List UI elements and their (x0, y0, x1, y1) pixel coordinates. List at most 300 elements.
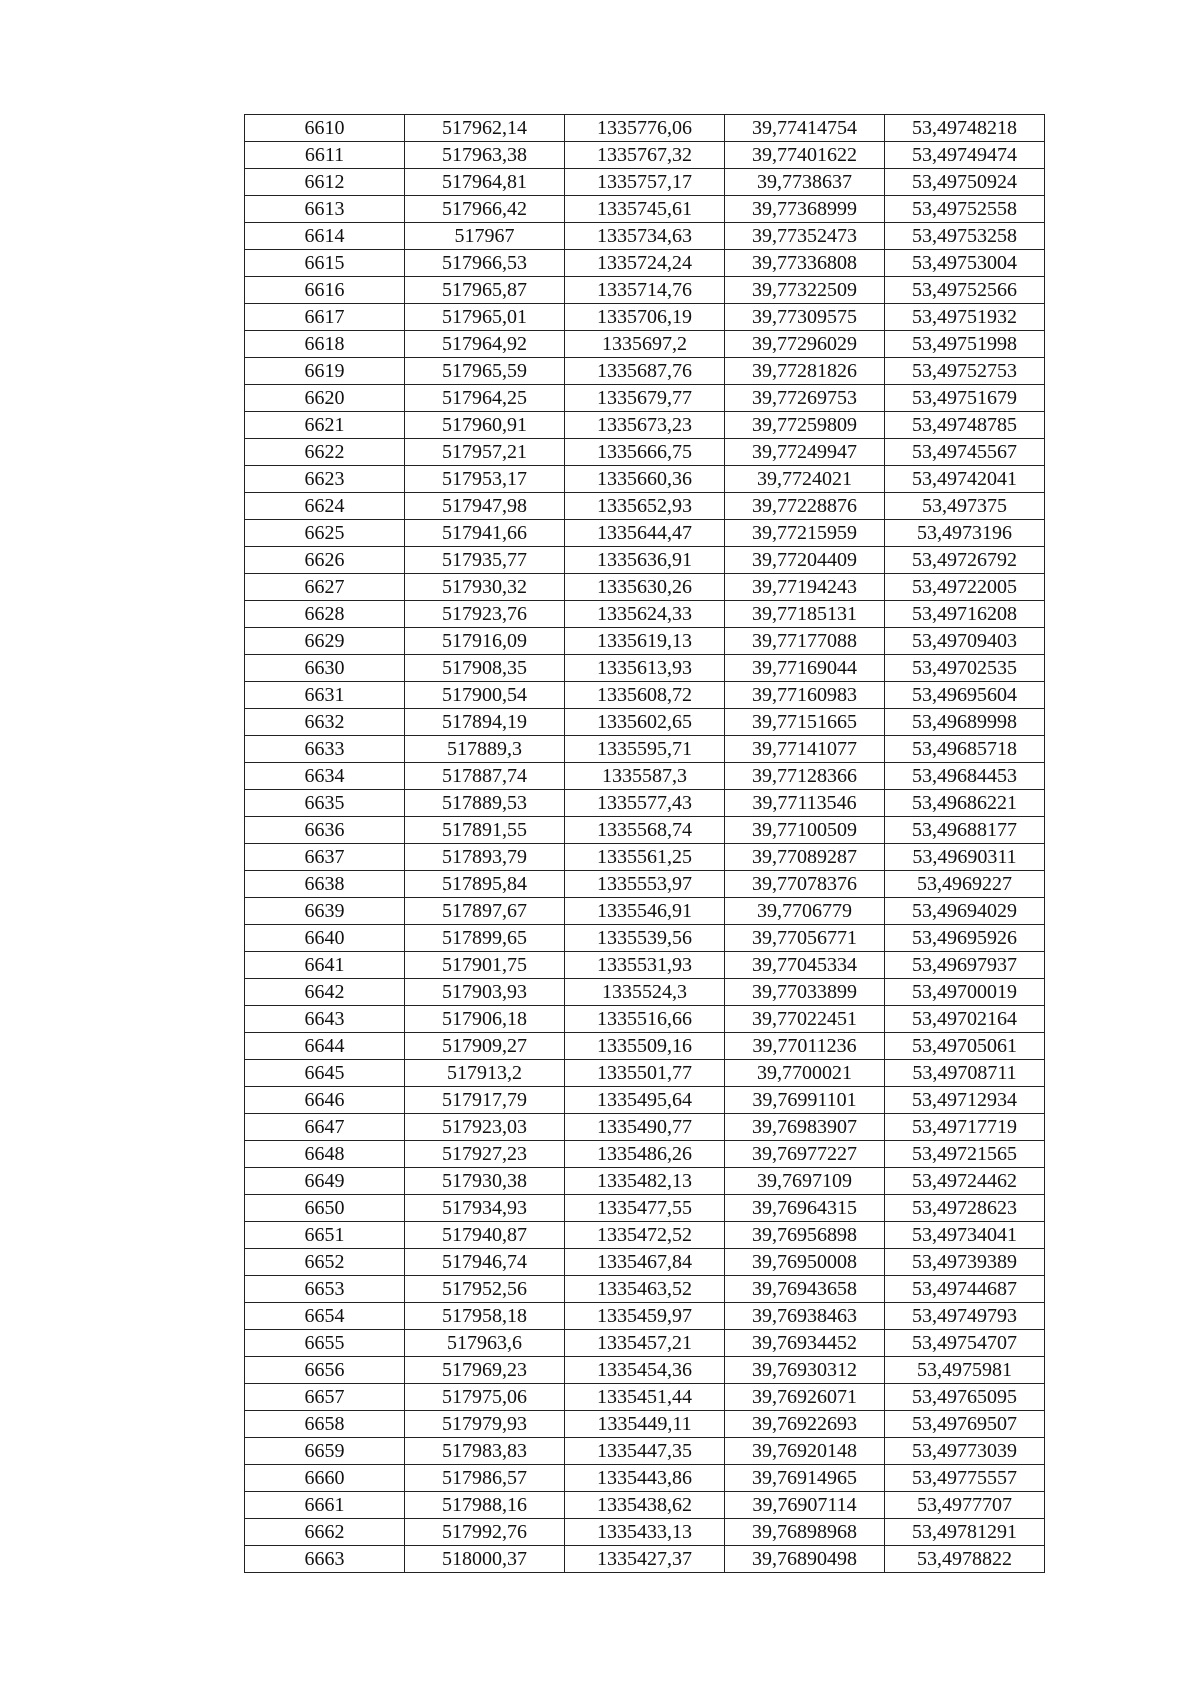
longitude-cell: 39,7697109 (725, 1168, 885, 1195)
point-number-cell: 6622 (245, 439, 405, 466)
point-number-cell: 6629 (245, 628, 405, 655)
x-coordinate-cell: 517964,81 (405, 169, 565, 196)
point-number-cell: 6636 (245, 817, 405, 844)
longitude-cell: 39,77141077 (725, 736, 885, 763)
longitude-cell: 39,77169044 (725, 655, 885, 682)
longitude-cell: 39,77414754 (725, 115, 885, 142)
x-coordinate-cell: 517917,79 (405, 1087, 565, 1114)
table-row (245, 304, 1045, 331)
longitude-cell: 39,76934452 (725, 1330, 885, 1357)
y-coordinate-cell: 1335724,24 (565, 250, 725, 277)
latitude-cell: 53,49721565 (885, 1141, 1045, 1168)
y-coordinate-cell: 1335454,36 (565, 1357, 725, 1384)
latitude-cell: 53,49749474 (885, 142, 1045, 169)
latitude-cell: 53,49708711 (885, 1060, 1045, 1087)
point-number-cell: 6621 (245, 412, 405, 439)
point-number-cell: 6662 (245, 1519, 405, 1546)
x-coordinate-cell: 517909,27 (405, 1033, 565, 1060)
x-coordinate-cell: 517927,23 (405, 1141, 565, 1168)
y-coordinate-cell: 1335438,62 (565, 1492, 725, 1519)
table-row (245, 277, 1045, 304)
point-number-cell: 6632 (245, 709, 405, 736)
latitude-cell: 53,49744687 (885, 1276, 1045, 1303)
y-coordinate-cell: 1335613,93 (565, 655, 725, 682)
y-coordinate-cell: 1335767,32 (565, 142, 725, 169)
coordinates-table (244, 114, 1045, 1573)
point-number-cell: 6661 (245, 1492, 405, 1519)
point-number-cell: 6641 (245, 952, 405, 979)
x-coordinate-cell: 517947,98 (405, 493, 565, 520)
longitude-cell: 39,77011236 (725, 1033, 885, 1060)
latitude-cell: 53,49702164 (885, 1006, 1045, 1033)
table-row (245, 1492, 1045, 1519)
x-coordinate-cell: 517988,16 (405, 1492, 565, 1519)
point-number-cell: 6630 (245, 655, 405, 682)
latitude-cell: 53,49750924 (885, 169, 1045, 196)
longitude-cell: 39,77281826 (725, 358, 885, 385)
point-number-cell: 6644 (245, 1033, 405, 1060)
y-coordinate-cell: 1335644,47 (565, 520, 725, 547)
point-number-cell: 6650 (245, 1195, 405, 1222)
longitude-cell: 39,76898968 (725, 1519, 885, 1546)
table-row (245, 763, 1045, 790)
table-row (245, 790, 1045, 817)
y-coordinate-cell: 1335776,06 (565, 115, 725, 142)
y-coordinate-cell: 1335587,3 (565, 763, 725, 790)
latitude-cell: 53,49753258 (885, 223, 1045, 250)
y-coordinate-cell: 1335482,13 (565, 1168, 725, 1195)
x-coordinate-cell: 517946,74 (405, 1249, 565, 1276)
x-coordinate-cell: 517941,66 (405, 520, 565, 547)
latitude-cell: 53,49685718 (885, 736, 1045, 763)
x-coordinate-cell: 517963,38 (405, 142, 565, 169)
y-coordinate-cell: 1335666,75 (565, 439, 725, 466)
table-row (245, 1546, 1045, 1573)
table-row (245, 520, 1045, 547)
y-coordinate-cell: 1335568,74 (565, 817, 725, 844)
latitude-cell: 53,49705061 (885, 1033, 1045, 1060)
x-coordinate-cell: 517908,35 (405, 655, 565, 682)
longitude-cell: 39,76890498 (725, 1546, 885, 1573)
y-coordinate-cell: 1335451,44 (565, 1384, 725, 1411)
table-row (245, 1168, 1045, 1195)
latitude-cell: 53,49739389 (885, 1249, 1045, 1276)
latitude-cell: 53,49751998 (885, 331, 1045, 358)
longitude-cell: 39,77322509 (725, 277, 885, 304)
longitude-cell: 39,77336808 (725, 250, 885, 277)
longitude-cell: 39,76964315 (725, 1195, 885, 1222)
latitude-cell: 53,49749793 (885, 1303, 1045, 1330)
point-number-cell: 6625 (245, 520, 405, 547)
y-coordinate-cell: 1335457,21 (565, 1330, 725, 1357)
latitude-cell: 53,49745567 (885, 439, 1045, 466)
y-coordinate-cell: 1335463,52 (565, 1276, 725, 1303)
table-row (245, 1249, 1045, 1276)
point-number-cell: 6617 (245, 304, 405, 331)
table-row (245, 1357, 1045, 1384)
table-row (245, 412, 1045, 439)
y-coordinate-cell: 1335697,2 (565, 331, 725, 358)
x-coordinate-cell: 517964,25 (405, 385, 565, 412)
point-number-cell: 6637 (245, 844, 405, 871)
point-number-cell: 6631 (245, 682, 405, 709)
longitude-cell: 39,77078376 (725, 871, 885, 898)
x-coordinate-cell: 517957,21 (405, 439, 565, 466)
point-number-cell: 6613 (245, 196, 405, 223)
y-coordinate-cell: 1335509,16 (565, 1033, 725, 1060)
y-coordinate-cell: 1335636,91 (565, 547, 725, 574)
latitude-cell: 53,49765095 (885, 1384, 1045, 1411)
point-number-cell: 6648 (245, 1141, 405, 1168)
x-coordinate-cell: 517966,42 (405, 196, 565, 223)
longitude-cell: 39,76926071 (725, 1384, 885, 1411)
latitude-cell: 53,49690311 (885, 844, 1045, 871)
point-number-cell: 6655 (245, 1330, 405, 1357)
y-coordinate-cell: 1335687,76 (565, 358, 725, 385)
longitude-cell: 39,77185131 (725, 601, 885, 628)
y-coordinate-cell: 1335595,71 (565, 736, 725, 763)
y-coordinate-cell: 1335524,3 (565, 979, 725, 1006)
latitude-cell: 53,49753004 (885, 250, 1045, 277)
point-number-cell: 6663 (245, 1546, 405, 1573)
x-coordinate-cell: 517983,83 (405, 1438, 565, 1465)
y-coordinate-cell: 1335490,77 (565, 1114, 725, 1141)
y-coordinate-cell: 1335553,97 (565, 871, 725, 898)
x-coordinate-cell: 517963,6 (405, 1330, 565, 1357)
point-number-cell: 6643 (245, 1006, 405, 1033)
longitude-cell: 39,77128366 (725, 763, 885, 790)
x-coordinate-cell: 517889,3 (405, 736, 565, 763)
y-coordinate-cell: 1335449,11 (565, 1411, 725, 1438)
longitude-cell: 39,77309575 (725, 304, 885, 331)
table-row (245, 925, 1045, 952)
table-row (245, 709, 1045, 736)
latitude-cell: 53,49688177 (885, 817, 1045, 844)
x-coordinate-cell: 517916,09 (405, 628, 565, 655)
table-row (245, 493, 1045, 520)
latitude-cell: 53,49700019 (885, 979, 1045, 1006)
latitude-cell: 53,4977707 (885, 1492, 1045, 1519)
y-coordinate-cell: 1335745,61 (565, 196, 725, 223)
x-coordinate-cell: 517962,14 (405, 115, 565, 142)
longitude-cell: 39,77056771 (725, 925, 885, 952)
x-coordinate-cell: 517975,06 (405, 1384, 565, 1411)
y-coordinate-cell: 1335561,25 (565, 844, 725, 871)
latitude-cell: 53,49751679 (885, 385, 1045, 412)
x-coordinate-cell: 517960,91 (405, 412, 565, 439)
x-coordinate-cell: 517952,56 (405, 1276, 565, 1303)
longitude-cell: 39,76914965 (725, 1465, 885, 1492)
latitude-cell: 53,49697937 (885, 952, 1045, 979)
table-row (245, 898, 1045, 925)
table-row (245, 952, 1045, 979)
x-coordinate-cell: 517965,87 (405, 277, 565, 304)
latitude-cell: 53,49694029 (885, 898, 1045, 925)
longitude-cell: 39,77177088 (725, 628, 885, 655)
x-coordinate-cell: 518000,37 (405, 1546, 565, 1573)
x-coordinate-cell: 517992,76 (405, 1519, 565, 1546)
point-number-cell: 6656 (245, 1357, 405, 1384)
point-number-cell: 6623 (245, 466, 405, 493)
latitude-cell: 53,49752558 (885, 196, 1045, 223)
latitude-cell: 53,49702535 (885, 655, 1045, 682)
x-coordinate-cell: 517899,65 (405, 925, 565, 952)
y-coordinate-cell: 1335477,55 (565, 1195, 725, 1222)
table-row (245, 1384, 1045, 1411)
point-number-cell: 6640 (245, 925, 405, 952)
table-row (245, 736, 1045, 763)
point-number-cell: 6634 (245, 763, 405, 790)
latitude-cell: 53,49752753 (885, 358, 1045, 385)
latitude-cell: 53,4975981 (885, 1357, 1045, 1384)
table-row (245, 1033, 1045, 1060)
x-coordinate-cell: 517967 (405, 223, 565, 250)
point-number-cell: 6633 (245, 736, 405, 763)
point-number-cell: 6646 (245, 1087, 405, 1114)
table-row (245, 682, 1045, 709)
y-coordinate-cell: 1335539,56 (565, 925, 725, 952)
longitude-cell: 39,7724021 (725, 466, 885, 493)
table-row (245, 1438, 1045, 1465)
point-number-cell: 6619 (245, 358, 405, 385)
y-coordinate-cell: 1335652,93 (565, 493, 725, 520)
longitude-cell: 39,77100509 (725, 817, 885, 844)
table-row (245, 655, 1045, 682)
longitude-cell: 39,77215959 (725, 520, 885, 547)
coordinates-table-body (245, 115, 1045, 1573)
table-row (245, 466, 1045, 493)
table-row (245, 601, 1045, 628)
longitude-cell: 39,76920148 (725, 1438, 885, 1465)
point-number-cell: 6620 (245, 385, 405, 412)
table-row (245, 385, 1045, 412)
latitude-cell: 53,49754707 (885, 1330, 1045, 1357)
point-number-cell: 6628 (245, 601, 405, 628)
table-row (245, 1465, 1045, 1492)
x-coordinate-cell: 517895,84 (405, 871, 565, 898)
longitude-cell: 39,76922693 (725, 1411, 885, 1438)
point-number-cell: 6645 (245, 1060, 405, 1087)
longitude-cell: 39,77368999 (725, 196, 885, 223)
y-coordinate-cell: 1335546,91 (565, 898, 725, 925)
table-row (245, 358, 1045, 385)
longitude-cell: 39,77160983 (725, 682, 885, 709)
table-row (245, 250, 1045, 277)
point-number-cell: 6658 (245, 1411, 405, 1438)
x-coordinate-cell: 517887,74 (405, 763, 565, 790)
longitude-cell: 39,77296029 (725, 331, 885, 358)
latitude-cell: 53,49742041 (885, 466, 1045, 493)
x-coordinate-cell: 517965,01 (405, 304, 565, 331)
y-coordinate-cell: 1335486,26 (565, 1141, 725, 1168)
x-coordinate-cell: 517891,55 (405, 817, 565, 844)
y-coordinate-cell: 1335459,97 (565, 1303, 725, 1330)
longitude-cell: 39,77151665 (725, 709, 885, 736)
x-coordinate-cell: 517889,53 (405, 790, 565, 817)
longitude-cell: 39,77228876 (725, 493, 885, 520)
x-coordinate-cell: 517903,93 (405, 979, 565, 1006)
latitude-cell: 53,49686221 (885, 790, 1045, 817)
y-coordinate-cell: 1335602,65 (565, 709, 725, 736)
table-row (245, 196, 1045, 223)
longitude-cell: 39,77204409 (725, 547, 885, 574)
longitude-cell: 39,76938463 (725, 1303, 885, 1330)
y-coordinate-cell: 1335714,76 (565, 277, 725, 304)
latitude-cell: 53,4978822 (885, 1546, 1045, 1573)
longitude-cell: 39,7706779 (725, 898, 885, 925)
latitude-cell: 53,49748218 (885, 115, 1045, 142)
y-coordinate-cell: 1335706,19 (565, 304, 725, 331)
table-row (245, 142, 1045, 169)
y-coordinate-cell: 1335619,13 (565, 628, 725, 655)
point-number-cell: 6614 (245, 223, 405, 250)
x-coordinate-cell: 517953,17 (405, 466, 565, 493)
point-number-cell: 6651 (245, 1222, 405, 1249)
latitude-cell: 53,49717719 (885, 1114, 1045, 1141)
x-coordinate-cell: 517958,18 (405, 1303, 565, 1330)
point-number-cell: 6642 (245, 979, 405, 1006)
table-row (245, 628, 1045, 655)
latitude-cell: 53,49689998 (885, 709, 1045, 736)
table-row (245, 1411, 1045, 1438)
longitude-cell: 39,77269753 (725, 385, 885, 412)
point-number-cell: 6639 (245, 898, 405, 925)
y-coordinate-cell: 1335577,43 (565, 790, 725, 817)
point-number-cell: 6653 (245, 1276, 405, 1303)
y-coordinate-cell: 1335516,66 (565, 1006, 725, 1033)
longitude-cell: 39,77113546 (725, 790, 885, 817)
y-coordinate-cell: 1335673,23 (565, 412, 725, 439)
latitude-cell: 53,49716208 (885, 601, 1045, 628)
longitude-cell: 39,76907114 (725, 1492, 885, 1519)
latitude-cell: 53,49751932 (885, 304, 1045, 331)
table-row (245, 979, 1045, 1006)
latitude-cell: 53,49752566 (885, 277, 1045, 304)
longitude-cell: 39,77352473 (725, 223, 885, 250)
table-row (245, 1276, 1045, 1303)
x-coordinate-cell: 517893,79 (405, 844, 565, 871)
point-number-cell: 6616 (245, 277, 405, 304)
table-row (245, 547, 1045, 574)
y-coordinate-cell: 1335495,64 (565, 1087, 725, 1114)
y-coordinate-cell: 1335608,72 (565, 682, 725, 709)
latitude-cell: 53,497375 (885, 493, 1045, 520)
table-row (245, 1114, 1045, 1141)
point-number-cell: 6612 (245, 169, 405, 196)
longitude-cell: 39,76983907 (725, 1114, 885, 1141)
table-row (245, 871, 1045, 898)
x-coordinate-cell: 517913,2 (405, 1060, 565, 1087)
longitude-cell: 39,76956898 (725, 1222, 885, 1249)
x-coordinate-cell: 517965,59 (405, 358, 565, 385)
x-coordinate-cell: 517940,87 (405, 1222, 565, 1249)
y-coordinate-cell: 1335501,77 (565, 1060, 725, 1087)
point-number-cell: 6626 (245, 547, 405, 574)
latitude-cell: 53,49684453 (885, 763, 1045, 790)
latitude-cell: 53,49734041 (885, 1222, 1045, 1249)
table-row (245, 1141, 1045, 1168)
y-coordinate-cell: 1335757,17 (565, 169, 725, 196)
longitude-cell: 39,76930312 (725, 1357, 885, 1384)
latitude-cell: 53,49695926 (885, 925, 1045, 952)
point-number-cell: 6624 (245, 493, 405, 520)
longitude-cell: 39,76943658 (725, 1276, 885, 1303)
x-coordinate-cell: 517986,57 (405, 1465, 565, 1492)
y-coordinate-cell: 1335679,77 (565, 385, 725, 412)
x-coordinate-cell: 517900,54 (405, 682, 565, 709)
latitude-cell: 53,49724462 (885, 1168, 1045, 1195)
x-coordinate-cell: 517901,75 (405, 952, 565, 979)
table-row (245, 1222, 1045, 1249)
longitude-cell: 39,76991101 (725, 1087, 885, 1114)
longitude-cell: 39,77022451 (725, 1006, 885, 1033)
x-coordinate-cell: 517964,92 (405, 331, 565, 358)
point-number-cell: 6652 (245, 1249, 405, 1276)
longitude-cell: 39,77194243 (725, 574, 885, 601)
x-coordinate-cell: 517966,53 (405, 250, 565, 277)
x-coordinate-cell: 517979,93 (405, 1411, 565, 1438)
table-row (245, 1195, 1045, 1222)
table-row (245, 1330, 1045, 1357)
table-row (245, 223, 1045, 250)
longitude-cell: 39,77033899 (725, 979, 885, 1006)
longitude-cell: 39,77089287 (725, 844, 885, 871)
y-coordinate-cell: 1335447,35 (565, 1438, 725, 1465)
x-coordinate-cell: 517969,23 (405, 1357, 565, 1384)
latitude-cell: 53,49726792 (885, 547, 1045, 574)
latitude-cell: 53,4969227 (885, 871, 1045, 898)
longitude-cell: 39,77259809 (725, 412, 885, 439)
point-number-cell: 6638 (245, 871, 405, 898)
table-row (245, 1060, 1045, 1087)
table-row (245, 115, 1045, 142)
point-number-cell: 6627 (245, 574, 405, 601)
y-coordinate-cell: 1335467,84 (565, 1249, 725, 1276)
table-row (245, 169, 1045, 196)
point-number-cell: 6659 (245, 1438, 405, 1465)
x-coordinate-cell: 517923,03 (405, 1114, 565, 1141)
x-coordinate-cell: 517906,18 (405, 1006, 565, 1033)
y-coordinate-cell: 1335472,52 (565, 1222, 725, 1249)
y-coordinate-cell: 1335443,86 (565, 1465, 725, 1492)
point-number-cell: 6654 (245, 1303, 405, 1330)
y-coordinate-cell: 1335660,36 (565, 466, 725, 493)
y-coordinate-cell: 1335433,13 (565, 1519, 725, 1546)
table-row (245, 574, 1045, 601)
latitude-cell: 53,49728623 (885, 1195, 1045, 1222)
longitude-cell: 39,77249947 (725, 439, 885, 466)
point-number-cell: 6618 (245, 331, 405, 358)
latitude-cell: 53,49775557 (885, 1465, 1045, 1492)
point-number-cell: 6649 (245, 1168, 405, 1195)
y-coordinate-cell: 1335427,37 (565, 1546, 725, 1573)
latitude-cell: 53,49712934 (885, 1087, 1045, 1114)
latitude-cell: 53,4973196 (885, 520, 1045, 547)
longitude-cell: 39,7738637 (725, 169, 885, 196)
y-coordinate-cell: 1335531,93 (565, 952, 725, 979)
longitude-cell: 39,77045334 (725, 952, 885, 979)
latitude-cell: 53,49709403 (885, 628, 1045, 655)
longitude-cell: 39,77401622 (725, 142, 885, 169)
y-coordinate-cell: 1335734,63 (565, 223, 725, 250)
point-number-cell: 6615 (245, 250, 405, 277)
table-row (245, 844, 1045, 871)
point-number-cell: 6647 (245, 1114, 405, 1141)
table-row (245, 1006, 1045, 1033)
point-number-cell: 6611 (245, 142, 405, 169)
longitude-cell: 39,7700021 (725, 1060, 885, 1087)
x-coordinate-cell: 517930,32 (405, 574, 565, 601)
